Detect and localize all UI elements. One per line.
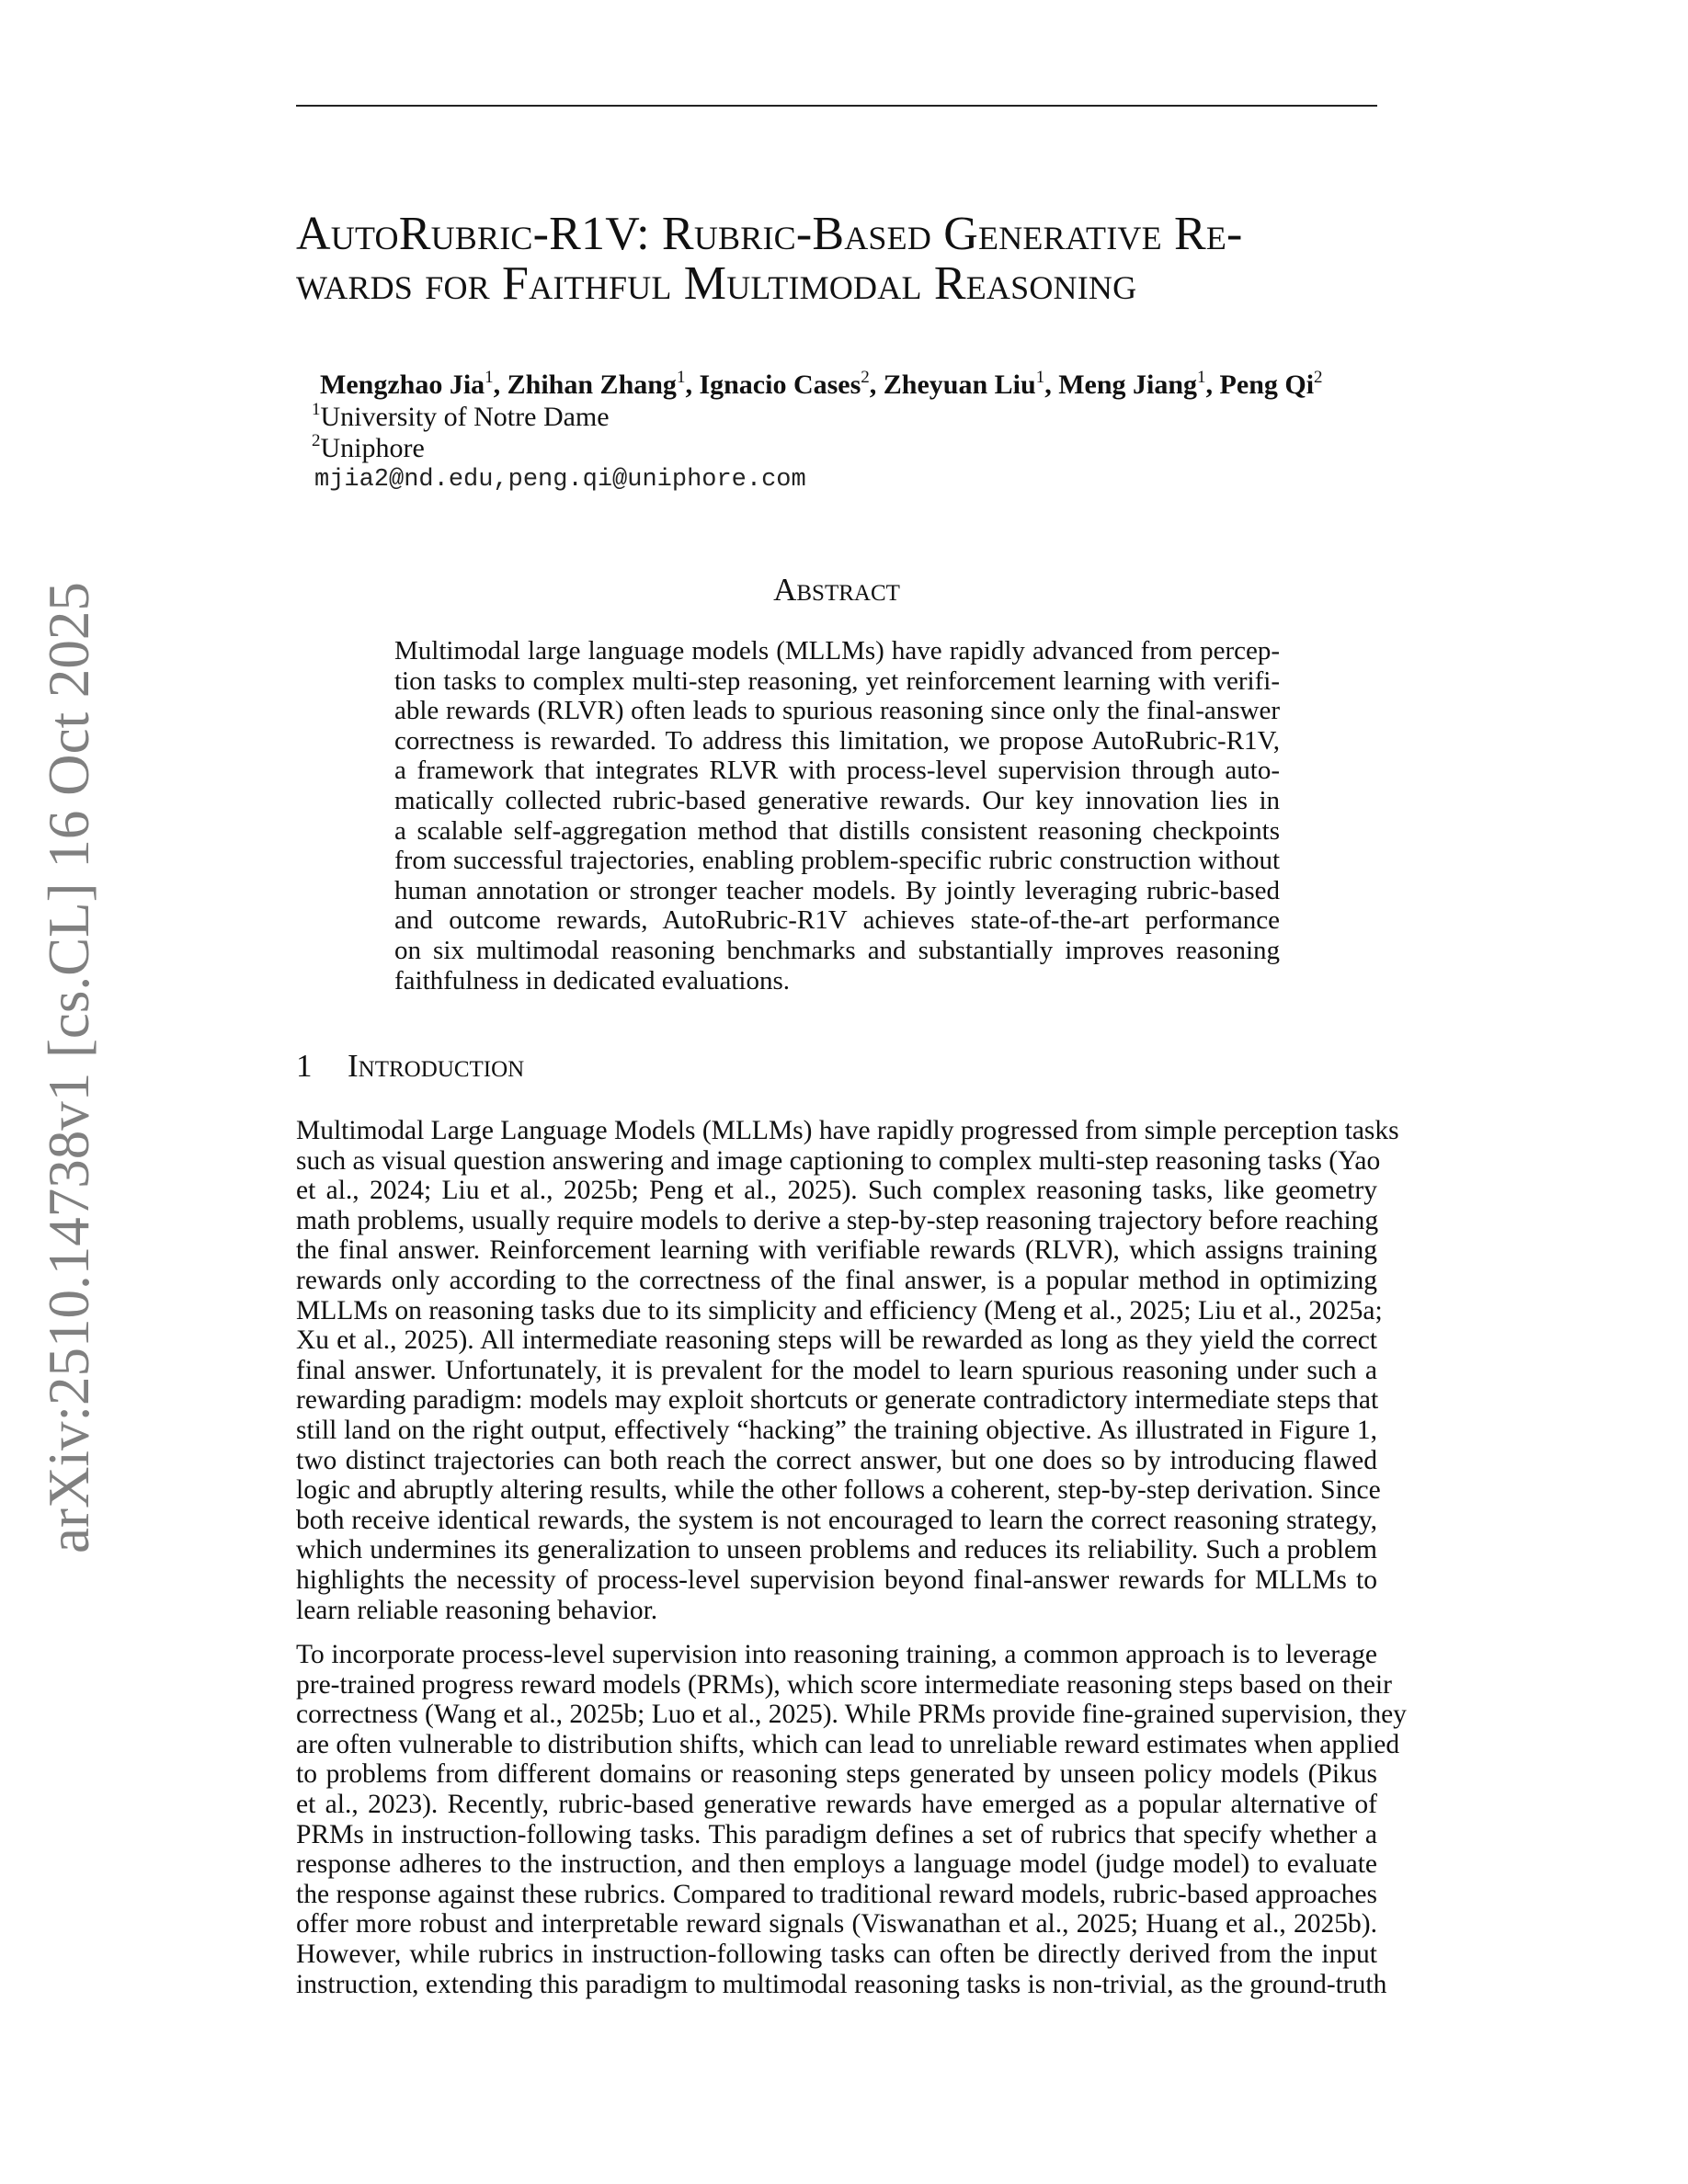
text-line: instruction, extending this paradigm to multimodal reasoning tasks is non-trivial, as the ground-truth bbox=[296, 1969, 1387, 1999]
intro-paragraph-2 bbox=[296, 1640, 1407, 1999]
text-line: final answer. Unfortunately, it is prevalent for the model to learn spurious reasoning under such a bbox=[296, 1355, 1377, 1385]
text-line: offer more robust and interpretable reward signals (Viswanathan et al., 2025; Huang et al., 2025b). bbox=[296, 1909, 1377, 1939]
text-line: both receive identical rewards, the system is not encouraged to learn the correct reasoning strategy, bbox=[296, 1505, 1377, 1535]
affiliation-2 bbox=[312, 433, 425, 464]
author-name: Ignacio Cases bbox=[699, 370, 861, 400]
text-line: correctness is rewarded. To address this limitation, we propose AutoRubric-R1V, bbox=[394, 725, 1280, 756]
text-line: et al., 2023). Recently, rubric-based generative rewards have emerged as a popular alternative of bbox=[296, 1789, 1377, 1819]
author-name: Zhihan Zhang bbox=[507, 370, 677, 400]
author-name: Meng Jiang bbox=[1058, 370, 1198, 400]
text-line: the final answer. Reinforcement learning with verifiable rewards (RLVR), which assigns training bbox=[296, 1235, 1377, 1266]
affiliation-name: University of Notre Dame bbox=[320, 402, 610, 432]
text-line: to problems from different domains or reasoning steps generated by unseen policy models (Pikus bbox=[296, 1759, 1377, 1790]
text-line: on six multimodal reasoning benchmarks and substantially improves reasoning bbox=[394, 935, 1280, 965]
text-line: Multimodal Large Language Models (MLLMs) have rapidly progressed from simple perception tasks bbox=[296, 1116, 1399, 1145]
author-name: Mengzhao Jia bbox=[320, 370, 485, 400]
text-line: learn reliable reasoning behavior. bbox=[296, 1595, 658, 1625]
text-line: rewards only according to the correctness of the final answer, is a popular method in optimizing bbox=[296, 1265, 1377, 1295]
text-line: the response against these rubrics. Compared to traditional reward models, rubric-based approaches bbox=[296, 1879, 1377, 1909]
text-line: faithfulness in dedicated evaluations. bbox=[394, 965, 791, 995]
text-line: a framework that integrates RLVR with process-level supervision through auto- bbox=[394, 756, 1280, 786]
text-line: Multimodal large language models (MLLMs) have rapidly advanced from percep- bbox=[394, 636, 1280, 665]
author-affiliation-mark: 2 bbox=[861, 368, 870, 387]
text-line: which undermines its generalization to unseen problems and reduces its reliability. Such a problem bbox=[296, 1535, 1377, 1565]
text-line: such as visual question answering and image captioning to complex multi-step reasoning tasks (Yao bbox=[296, 1145, 1381, 1176]
text-line: rewarding paradigm: models may exploit shortcuts or generate contradictory intermediate steps that bbox=[296, 1385, 1379, 1416]
text-line: PRMs in instruction-following tasks. This paradigm defines a set of rubrics that specify whether a bbox=[296, 1819, 1377, 1849]
title-line-1: AutoRubric-R1V: Rubric-Based Generative Re- bbox=[296, 208, 1243, 260]
abstract-body bbox=[394, 636, 1280, 995]
section-heading-introduction bbox=[296, 1048, 524, 1085]
text-line: response adheres to the instruction, and then employs a language model (judge model) to evaluate bbox=[296, 1849, 1377, 1880]
text-line: are often vulnerable to distribution shifts, which can lead to unreliable reward estimates when applied bbox=[296, 1729, 1400, 1759]
section-number: 1 bbox=[296, 1048, 313, 1084]
text-line: et al., 2024; Liu et al., 2025b; Peng et al., 2025). Such complex reasoning tasks, like geometry bbox=[296, 1176, 1377, 1206]
author-name: Peng Qi bbox=[1219, 370, 1315, 400]
text-line: and outcome rewards, AutoRubric-R1V achieves state-of-the-art performance bbox=[394, 905, 1280, 936]
arxiv-identifier-sidebar: arXiv:2510.14738v1 [cs.CL] 16 Oct 2025 bbox=[37, 582, 101, 1553]
affiliation-number: 2 bbox=[312, 431, 321, 450]
text-line: logic and abruptly altering results, while the other follows a coherent, step-by-step derivation. Since bbox=[296, 1475, 1381, 1506]
author-affiliation-mark: 2 bbox=[1314, 368, 1323, 387]
text-line: highlights the necessity of process-level supervision beyond final-answer rewards for MLLMs to bbox=[296, 1564, 1377, 1595]
top-rule bbox=[296, 105, 1377, 107]
affiliation-1 bbox=[312, 402, 610, 433]
text-line: matically collected rubric-based generative rewards. Our key innovation lies in bbox=[394, 785, 1280, 815]
affiliation-number: 1 bbox=[312, 400, 321, 419]
text-line: tion tasks to complex multi-step reasoning, yet reinforcement learning with verifi- bbox=[394, 665, 1280, 696]
abstract-heading: Abstract bbox=[773, 572, 900, 608]
paper-title bbox=[296, 210, 1390, 309]
text-line: still land on the right output, effectively “hacking” the training objective. As illustrated in Figure 1, bbox=[296, 1415, 1377, 1445]
author-list: Mengzhao Jia$^1$, Zhihan Zhang$^1$, Ignacio Cases$^2$, Zheyuan Liu$^1$, Meng Jiang$^1$, Peng Qi$^2$ bbox=[320, 368, 1323, 400]
text-line: math problems, usually require models to derive a step-by-step reasoning trajectory before reaching bbox=[296, 1205, 1379, 1235]
text-line: a scalable self-aggregation method that distills consistent reasoning checkpoints bbox=[394, 815, 1280, 846]
author-emails[interactable]: mjia2@nd.edu,peng.qi@uniphore.com bbox=[314, 466, 806, 494]
text-line: able rewards (RLVR) often leads to spurious reasoning since only the final-answer bbox=[394, 696, 1280, 726]
text-line: from successful trajectories, enabling problem-specific rubric construction without bbox=[394, 846, 1280, 876]
author-affiliation-mark: 1 bbox=[1197, 368, 1206, 387]
author-affiliation-mark: 1 bbox=[485, 368, 494, 387]
text-line: Xu et al., 2025). All intermediate reasoning steps will be rewarded as long as they yield the correct bbox=[296, 1325, 1377, 1356]
text-line: To incorporate process-level supervision into reasoning training, a common approach is to leverage bbox=[296, 1640, 1377, 1669]
author-name: Zheyuan Liu bbox=[883, 370, 1036, 400]
text-line: correctness (Wang et al., 2025b; Luo et al., 2025). While PRMs provide fine-grained supervision, they bbox=[296, 1700, 1407, 1730]
text-line: However, while rubrics in instruction-following tasks can often be directly derived from the input bbox=[296, 1939, 1377, 1969]
text-line: MLLMs on reasoning tasks due to its simplicity and efficiency (Meng et al., 2025; Liu et al., 2025a; bbox=[296, 1295, 1383, 1325]
author-affiliation-mark: 1 bbox=[1035, 368, 1045, 387]
section-title: Introduction bbox=[348, 1048, 525, 1084]
text-line: pre-trained progress reward models (PRMs), which score intermediate reasoning steps based on their bbox=[296, 1669, 1392, 1700]
text-line: human annotation or stronger teacher models. By jointly leveraging rubric-based bbox=[394, 875, 1280, 905]
author-affiliation-mark: 1 bbox=[676, 368, 686, 387]
affiliation-name: Uniphore bbox=[320, 433, 425, 463]
intro-paragraph-1 bbox=[296, 1116, 1399, 1625]
text-line: two distinct trajectories can both reach the correct answer, but one does so by introducing flawed bbox=[296, 1445, 1377, 1475]
title-line-2: wards for Faithful Multimodal Reasoning bbox=[296, 257, 1137, 310]
